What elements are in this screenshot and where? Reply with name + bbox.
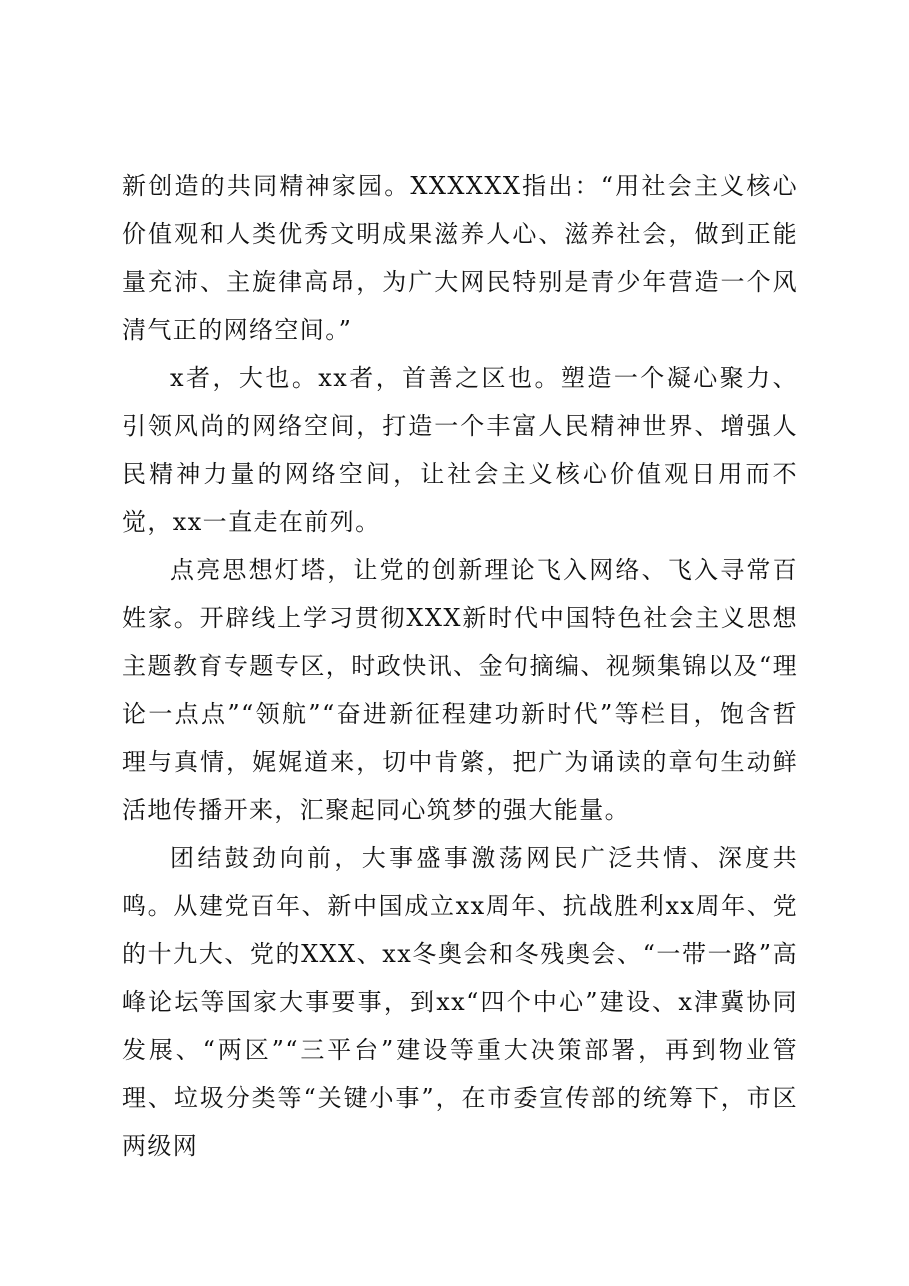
paragraph-3: 点亮思想灯塔，让党的创新理论飞入网络、飞入寻常百姓家。开辟线上学习贯彻XXX新时代中国特色社会主义思想主题教育专题专区，时政快讯、金句摘编、视频集锦以及“理论一点点”“领航”“奋进新征程建功新时代”等栏目，饱含哲理与真情，娓娓道来，切中肯綮，把广为诵读的章句生动鲜活地传播开来，汇聚起同心筑梦的强大能量。 — [122, 556, 798, 824]
paragraph-4: 团结鼓劲向前，大事盛事激荡网民广泛共情、深度共鸣。从建党百年、新中国成立xx周年、抗战胜利xx周年、党的十九大、党的XXX、xx冬奥会和冬残奥会、“一带一路”高峰论坛等国家大事要事，到xx“四个中心”建设、x津冀协同发展、“两区”“三平台”建设等重大决策部署，再到物业管理、垃圾分类等“关键小事”，在市委宣传部的统筹下，市区两级网 — [122, 844, 798, 1160]
paragraph-2: x者，大也。xx者，首善之区也。塑造一个凝心聚力、引领风尚的网络空间，打造一个丰富人民精神世界、增强人民精神力量的网络空间，让社会主义核心价值观日用而不觉，xx一直走在前列。 — [122, 364, 798, 536]
paragraph-1: 新创造的共同精神家园。XXXXXX指出：“用社会主义核心价值观和人类优秀文明成果滋养人心、滋养社会，做到正能量充沛、主旋律高昂，为广大网民特别是青少年营造一个风清气正的网络空间。” — [122, 172, 798, 344]
body-text — [122, 162, 798, 1170]
